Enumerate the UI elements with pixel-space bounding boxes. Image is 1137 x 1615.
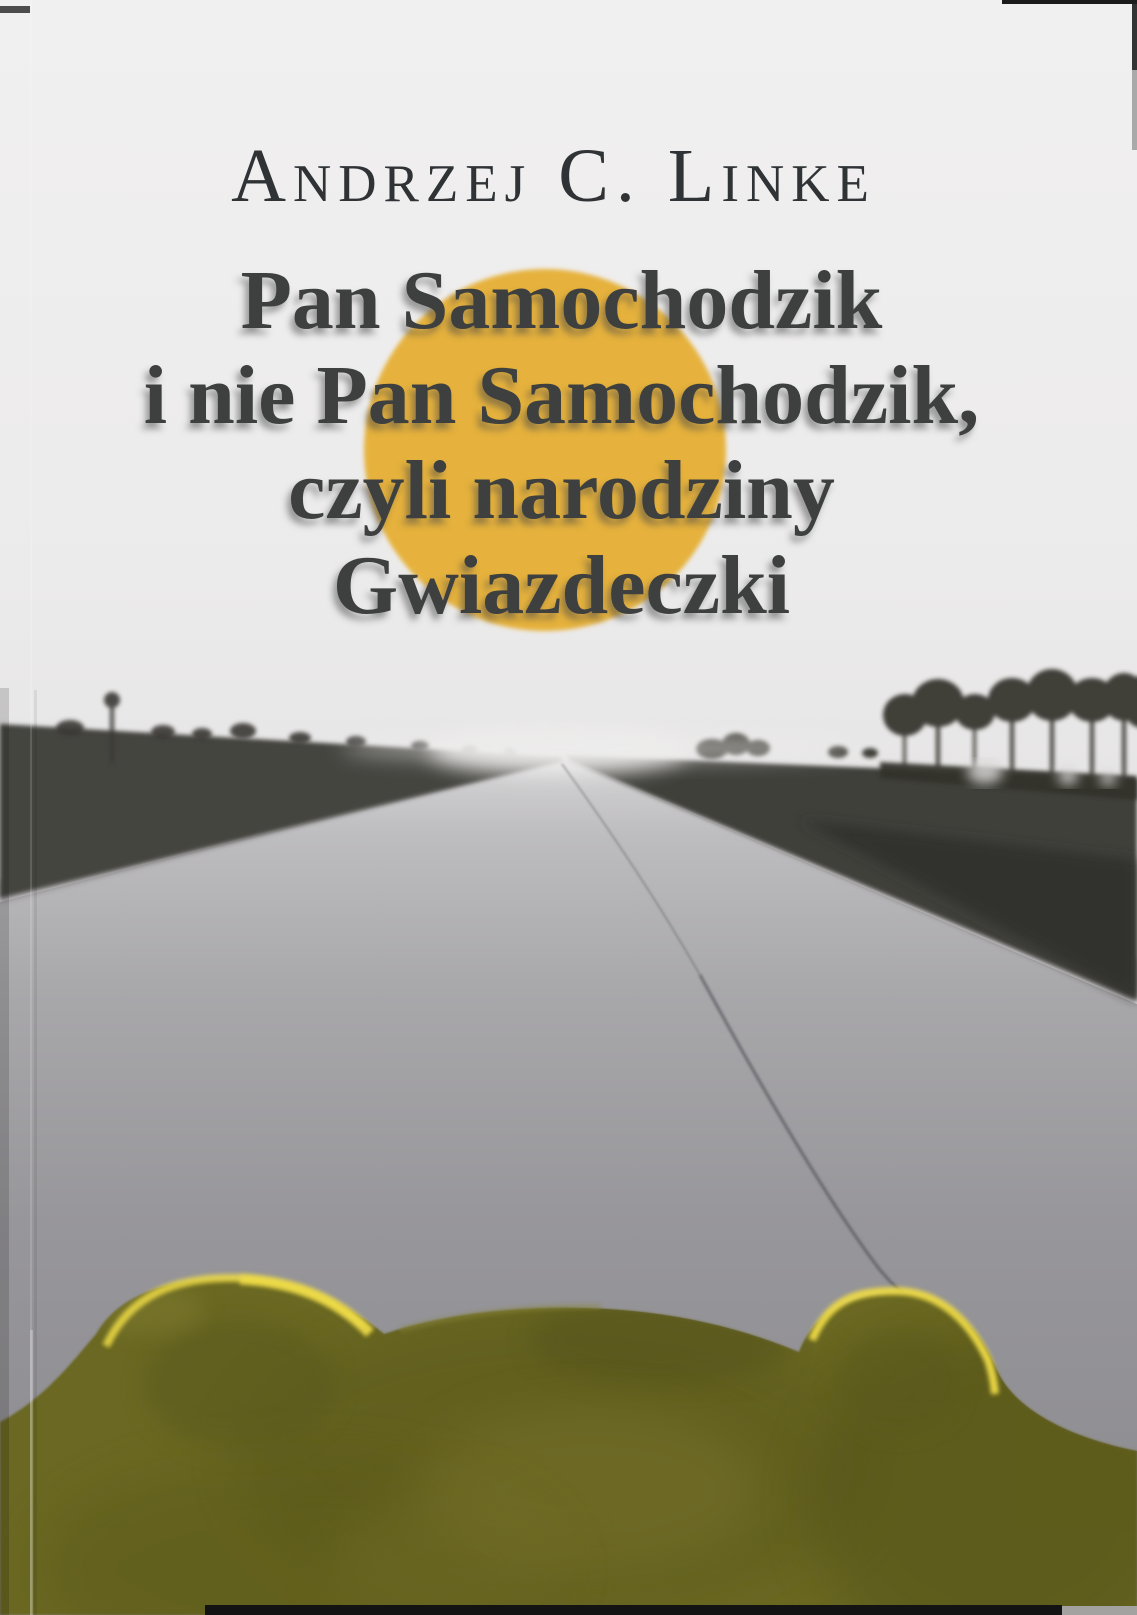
title-line-1: Pan Samochodzik — [240, 254, 883, 347]
bottom-black-strip — [205, 1605, 1062, 1615]
top-right-edge — [1002, 0, 1137, 4]
author-name: Andrzej C. Linke — [231, 134, 876, 218]
title-line-4: Gwiazdeczki — [332, 539, 791, 632]
car-hood — [0, 1278, 1137, 1615]
book-title — [0, 253, 1123, 633]
title-line-2: i nie Pan Samochodzik, — [143, 349, 980, 442]
title-line-3: czyli narodziny — [288, 444, 835, 537]
top-left-mark — [0, 6, 30, 13]
